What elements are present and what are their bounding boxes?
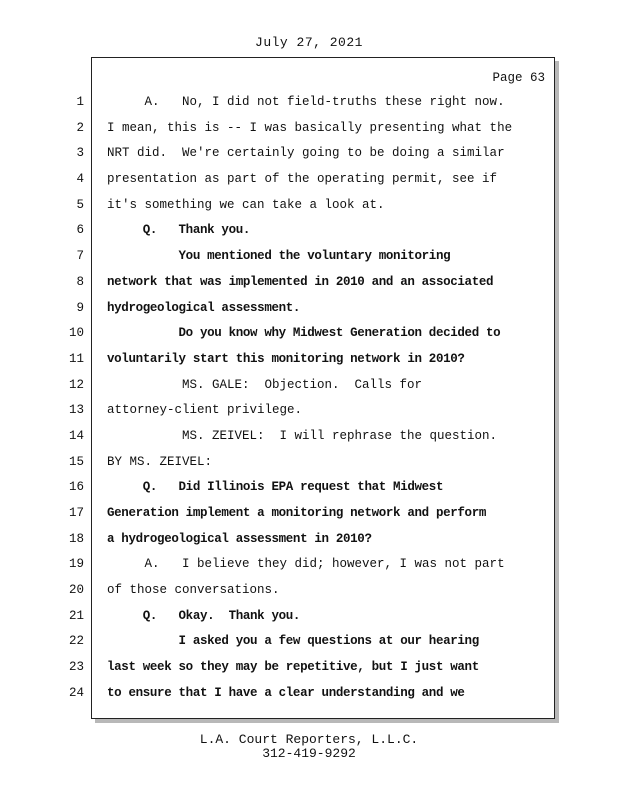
transcript-line: of those conversations. <box>107 583 280 598</box>
line-number: 16 <box>68 480 84 495</box>
transcript-line: Q. Did Illinois EPA request that Midwest <box>107 480 444 495</box>
line-number: 4 <box>76 172 84 187</box>
line-number: 20 <box>68 583 84 598</box>
line-number: 17 <box>68 506 84 520</box>
transcript-line: network that was implemented in 2010 and an associated <box>107 274 494 289</box>
transcript-line: voluntarily start this monitoring network in 2010? <box>107 351 465 366</box>
line-number: 21 <box>68 608 84 623</box>
line-number: 23 <box>68 660 84 675</box>
transcript-line: last week so they may be repetitive, but I just want <box>107 660 479 675</box>
line-number: 1 <box>76 95 84 109</box>
line-number: 6 <box>76 223 84 238</box>
line-number: 14 <box>68 428 84 443</box>
transcript-line: attorney-client privilege. <box>107 403 303 418</box>
footer-phone: 312-419-9292 <box>262 746 356 761</box>
transcript-line: A. No, I did not field-truths these right now. <box>107 95 505 109</box>
footer-company: L.A. Court Reporters, L.L.C. <box>199 732 419 747</box>
line-number: 5 <box>76 197 84 212</box>
transcript-line: Do you know why Midwest Generation decided to <box>107 326 501 341</box>
line-number: 7 <box>76 249 84 264</box>
transcript-line: presentation as part of the operating permit, see if <box>107 172 498 187</box>
line-number: 2 <box>76 120 84 135</box>
transcript-line: You mentioned the voluntary monitoring <box>107 249 451 264</box>
line-number: 13 <box>68 403 84 418</box>
line-number: 15 <box>68 454 84 469</box>
line-number: 3 <box>76 146 84 161</box>
header-date: July 27, 2021 <box>255 35 363 50</box>
transcript-lines <box>107 90 552 707</box>
transcript-line: it's something we can take a look at. <box>107 197 385 212</box>
transcript-line: Generation implement a monitoring network and perform <box>107 506 487 520</box>
line-number: 24 <box>68 685 84 700</box>
line-number: 19 <box>68 557 84 572</box>
page-number-label: Page 63 <box>492 71 545 85</box>
line-number: 22 <box>68 634 84 649</box>
line-number: 10 <box>68 326 84 341</box>
transcript-line: I asked you a few questions at our hearing <box>107 634 479 649</box>
transcript-line: BY MS. ZEIVEL: <box>107 454 213 469</box>
transcript-line: MS. GALE: Objection. Calls for <box>107 377 423 392</box>
transcript-line: hydrogeological assessment. <box>107 300 301 315</box>
transcript-line: MS. ZEIVEL: I will rephrase the question. <box>107 428 498 443</box>
line-number: 18 <box>68 531 84 546</box>
transcript-line: A. I believe they did; however, I was not part <box>107 557 505 572</box>
footer <box>0 733 618 761</box>
line-number: 9 <box>76 300 84 315</box>
transcript-line: a hydrogeological assessment in 2010? <box>107 531 372 546</box>
line-number: 8 <box>76 274 84 289</box>
line-number-column <box>60 90 84 707</box>
transcript-line: NRT did. We're certainly going to be doing a similar <box>107 146 505 161</box>
transcript-line: Q. Okay. Thank you. <box>107 608 301 623</box>
transcript-line: I mean, this is -- I was basically presenting what the <box>107 120 513 135</box>
line-number: 12 <box>68 377 84 392</box>
line-number: 11 <box>68 351 84 366</box>
transcript-line: to ensure that I have a clear understanding and we <box>107 685 465 700</box>
transcript-line: Q. Thank you. <box>107 223 251 238</box>
